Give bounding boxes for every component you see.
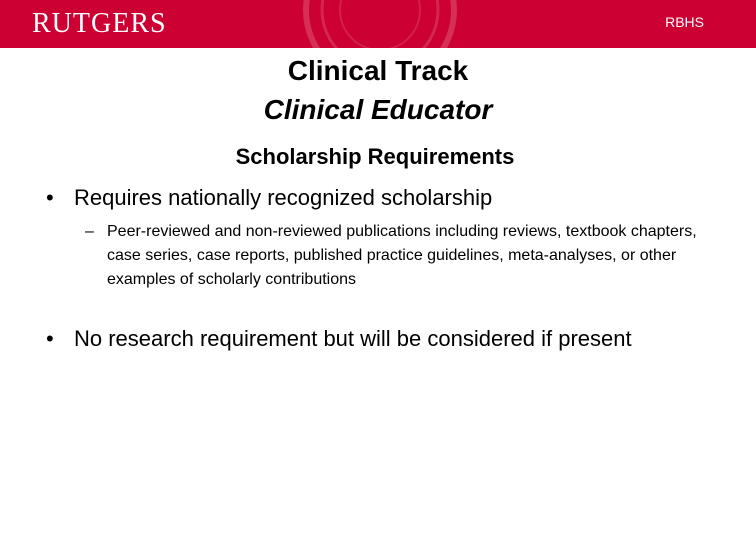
slide-title-role: Clinical Educator <box>263 94 493 125</box>
bullet-item <box>46 185 492 211</box>
bullet-text: Requires nationally recognized scholarship <box>74 185 493 210</box>
header-banner <box>0 0 756 48</box>
university-seal-watermark-icon <box>300 0 460 48</box>
rutgers-logo[interactable]: RUTGERS <box>32 8 167 39</box>
bullet-marker: • <box>46 185 54 210</box>
slide-title: Clinical Track <box>287 55 469 86</box>
bullet-item <box>46 326 632 352</box>
unit-label: RBHS <box>665 14 704 30</box>
sub-bullet-marker: – <box>85 223 94 240</box>
bullet-text: No research requirement but will be considered if present <box>74 326 632 351</box>
sub-bullet-item <box>85 220 705 292</box>
bullet-marker: • <box>46 326 54 351</box>
section-heading: Scholarship Requirements <box>235 144 515 169</box>
sub-bullet-text: Peer-reviewed and non-reviewed publications including reviews, textbook chapters, case series, case reports, published practice guidelines, meta-analyses, or other examples of scholarly contributions <box>107 223 697 288</box>
